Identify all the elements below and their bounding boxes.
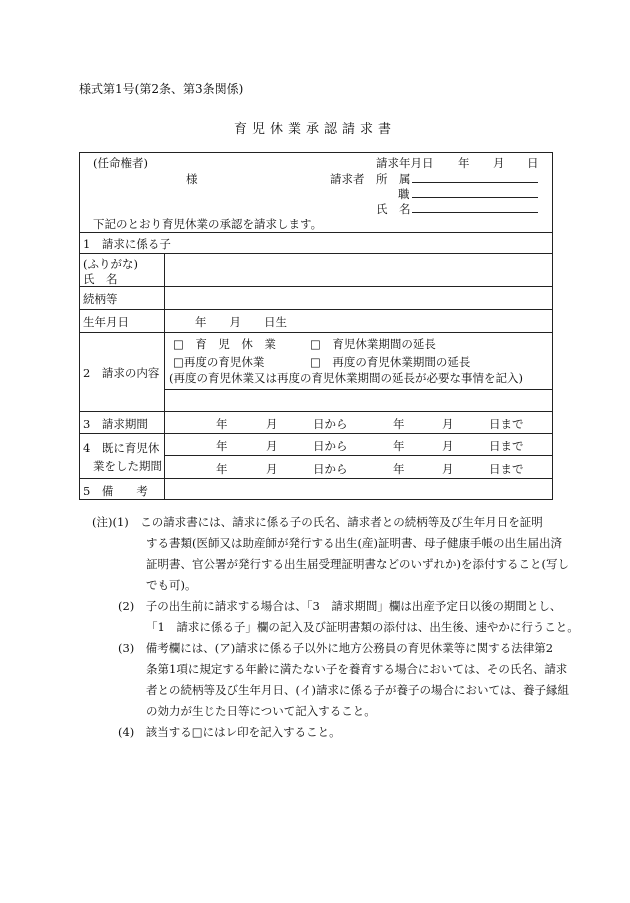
period-end-month: 月: [442, 417, 454, 431]
prior1-to: 日まで: [489, 439, 524, 453]
position-field[interactable]: [412, 197, 538, 198]
note-3-line-3: 者との続柄等及び生年月日、(イ)請求に係る子が養子の場合においては、養子縁組: [146, 683, 569, 697]
affiliation-label: 所 属: [376, 172, 411, 186]
period-label: 3 請求期間: [83, 417, 148, 431]
period-year: 年: [216, 417, 228, 431]
appointer-label: (任命権者): [93, 156, 148, 170]
form-id: 様式第1号(第2条、第3条関係): [79, 82, 244, 96]
option-note: (再度の育児休業又は再度の育児休業期間の延長が必要な事情を記入): [169, 371, 523, 385]
prior1-end-month: 月: [442, 439, 454, 453]
row-divider: [79, 433, 553, 434]
child-name-field[interactable]: [164, 253, 553, 286]
option-extension[interactable]: □ 育児休業期間の延長: [310, 337, 436, 351]
prior-label-line1: 4 既に育児休: [83, 441, 160, 455]
circumstance-field[interactable]: [164, 389, 553, 411]
date-month: 月: [493, 156, 505, 170]
period-month: 月: [266, 417, 278, 431]
requester-label: 請求者: [330, 172, 365, 186]
option-repeat-leave[interactable]: □再度の育児休業: [173, 355, 265, 369]
affiliation-field[interactable]: [412, 182, 538, 183]
note-1-line-3: 証明書、官公署が発行する出生届受理証明書などのいずれか)を添付すること(写し: [146, 557, 569, 571]
prior-label-line2: 業をした期間: [93, 459, 162, 473]
name-field[interactable]: [412, 212, 538, 213]
date-day: 日: [527, 156, 539, 170]
period-to: 日まで: [489, 417, 524, 431]
child-section-label: 1 請求に係る子: [83, 237, 171, 251]
prior1-month: 月: [266, 439, 278, 453]
row-divider: [79, 332, 553, 333]
position-label: 職: [398, 187, 410, 201]
date-year: 年: [458, 156, 470, 170]
note-1-line-4: でも可)。: [146, 578, 197, 592]
note-3-line-4: の効力が生じた日等について記入すること。: [146, 704, 376, 718]
prior1-end-year: 年: [393, 439, 405, 453]
prior2-year: 年: [216, 462, 228, 476]
note-2-line-2: 「1 請求に係る子」欄の記入及び証明書類の添付は、出生後、速やかに行うこと。: [146, 620, 579, 634]
prior2-from: 日から: [313, 462, 348, 476]
note-3-line-2: 条第1項に規定する年齢に満たない子を養育する場合においては、その氏名、請求: [146, 662, 568, 676]
period-end-year: 年: [393, 417, 405, 431]
prior2-to: 日まで: [489, 462, 524, 476]
note-3-line-1: (3) 備考欄には、(ア)請求に係る子以外に地方公務員の育児休業等に関する法律第2: [118, 641, 554, 655]
relation-field[interactable]: [164, 286, 553, 309]
remarks-label: 5 備 考: [83, 484, 148, 498]
honorific: 様: [186, 172, 198, 186]
name-label: 氏 名: [376, 202, 411, 216]
option-childcare-leave[interactable]: □ 育 児 休 業: [173, 337, 276, 351]
prior1-year: 年: [216, 439, 228, 453]
prior2-end-month: 月: [442, 462, 454, 476]
furigana-label: (ふりがな): [83, 257, 138, 271]
child-name-label: 氏 名: [83, 272, 118, 286]
remarks-field[interactable]: [164, 478, 553, 500]
birthdate-value[interactable]: 年 月 日生: [195, 315, 287, 329]
request-date-label: 請求年月日: [376, 156, 434, 170]
option-repeat-extension[interactable]: □ 再度の育児休業期間の延長: [310, 355, 471, 369]
prior2-month: 月: [266, 462, 278, 476]
prior2-end-year: 年: [393, 462, 405, 476]
row-divider: [79, 411, 553, 412]
note-4: (4) 該当する□にはレ印を記入すること。: [118, 725, 341, 739]
birthdate-label: 生年月日: [83, 315, 129, 329]
row-divider: [79, 232, 553, 233]
document-title: 育児休業承認請求書: [233, 122, 396, 137]
note-2-line-1: (2) 子の出生前に請求する場合は、「3 請求期間」欄は出産予定日以後の期間とし、: [118, 599, 562, 613]
period-from: 日から: [313, 417, 348, 431]
note-1-line-1: (注)(1) この請求書には、請求に係る子の氏名、請求者との続柄等及び生年月日を証明: [92, 515, 543, 529]
request-sentence: 下記のとおり育児休業の承認を請求します。: [93, 217, 323, 231]
note-1-line-2: する書類(医師又は助産師が発行する出生(産)証明書、母子健康手帳の出生届出済: [146, 536, 562, 550]
prior1-from: 日から: [313, 439, 348, 453]
relation-label: 続柄等: [83, 292, 118, 306]
row-divider: [79, 309, 553, 310]
content-label: 2 請求の内容: [83, 366, 160, 380]
row-divider: [164, 455, 553, 456]
